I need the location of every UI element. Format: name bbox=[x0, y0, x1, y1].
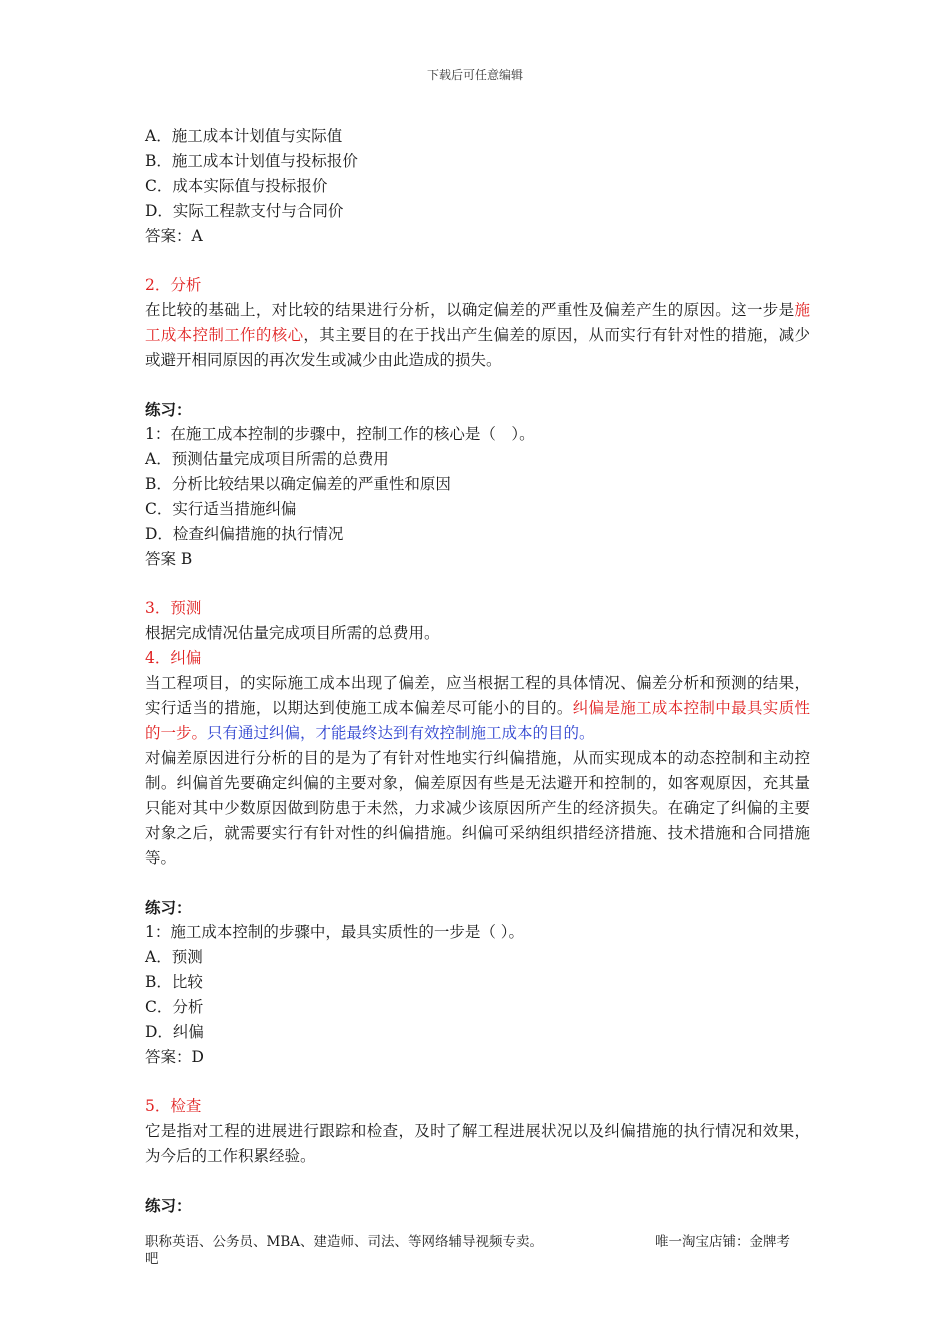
inspection-text: 它是指对工程的进展进行跟踪和检查，及时了解工程进展状况以及纠偏措施的执行情况和效果，为今后的工作积累经验。 bbox=[145, 1122, 810, 1165]
option-c: C．成本实际值与投标报价 bbox=[145, 177, 328, 195]
footer-wrap-text: 吧 bbox=[145, 1251, 159, 1267]
option-a: A．预测 bbox=[145, 948, 203, 966]
exercise-title: 练习： bbox=[145, 1196, 192, 1215]
exercise-title: 练习： bbox=[145, 898, 192, 917]
analysis-highlight: 施工成本控制工作的核心 bbox=[145, 301, 810, 344]
analysis-text-b: ，其主要目的在于找出产生偏差的原因，从而实行有针对性的措施，减少或避开相同原因的再次发生或减少由此造成的损失。 bbox=[145, 326, 810, 369]
exercise-question: 1：施工成本控制的步骤中，最具实质性的一步是（ ）。 bbox=[145, 923, 525, 941]
option-b: B．施工成本计划值与投标报价 bbox=[145, 152, 358, 170]
option-a: A．预测估量完成项目所需的总费用 bbox=[145, 450, 389, 468]
forecast-text: 根据完成情况估量完成项目所需的总费用。 bbox=[145, 624, 440, 642]
section-heading-analysis: 2．分析 bbox=[145, 276, 202, 294]
section-heading-inspection: 5．检查 bbox=[145, 1097, 202, 1115]
correction-paragraph-1 bbox=[145, 671, 810, 746]
section-heading-correction: 4．纠偏 bbox=[145, 649, 202, 667]
page-header: 下载后可任意编辑 bbox=[426, 68, 523, 82]
option-c: C．分析 bbox=[145, 998, 204, 1016]
footer-left-text: 职称英语、公务员、MBA、建造师、司法、等网络辅导视频专卖。 bbox=[145, 1234, 543, 1250]
option-c: C．实行适当措施纠偏 bbox=[145, 500, 297, 518]
option-d: D．实际工程款支付与合同价 bbox=[145, 202, 344, 220]
answer: 答案：D bbox=[145, 1048, 204, 1066]
correction-paragraph-2: 对偏差原因进行分析的目的是为了有针对性地实行纠偏措施，从而实现成本的动态控制和主动控制。纠偏首先要确定纠偏的主要对象，偏差原因有些是无法避开和控制的，如客观原因，充其量只能对其中少数原因做到防患于未然，力求减少该原因所产生的经济损失。在确定了纠偏的主要对象之后，就需要实行有针对性的纠偏措施。纠偏可采纳组织措经济措施、技术措施和合同措施等。 bbox=[145, 749, 810, 867]
option-a: A．施工成本计划值与实际值 bbox=[145, 127, 343, 145]
option-b: B．分析比较结果以确定偏差的严重性和原因 bbox=[145, 475, 451, 493]
footer-right-text: 唯一淘宝店铺：金牌考 bbox=[655, 1234, 790, 1250]
exercise-question: 1：在施工成本控制的步骤中，控制工作的核心是（ ）。 bbox=[145, 425, 535, 443]
option-d: D．纠偏 bbox=[145, 1023, 204, 1041]
answer: 答案 B bbox=[145, 550, 193, 568]
option-b: B．比较 bbox=[145, 973, 203, 991]
option-d: D．检查纠偏措施的执行情况 bbox=[145, 525, 344, 543]
document-body bbox=[145, 124, 810, 1218]
analysis-text-a: 在比较的基础上，对比较的结果进行分析，以确定偏差的严重性及偏差产生的原因。这一步是 bbox=[145, 301, 795, 319]
answer: 答案：A bbox=[145, 227, 203, 245]
correction-text-a: 当工程项目，的实际施工成本出现了偏差，应当根据工程的具体情况、偏差分析和预测的结果，实行适当的措施，以期达到使施工成本偏差尽可能小的目的。 bbox=[145, 674, 810, 717]
section-heading-forecast: 3．预测 bbox=[145, 599, 202, 617]
exercise-title: 练习： bbox=[145, 400, 192, 419]
analysis-paragraph bbox=[145, 298, 810, 373]
correction-highlight-blue: 只有通过纠偏，才能最终达到有效控制施工成本的目的。 bbox=[207, 724, 595, 742]
correction-highlight-red: 纠偏是施工成本控制中最具实质性的一步。 bbox=[145, 699, 810, 742]
page-footer bbox=[145, 1234, 810, 1268]
